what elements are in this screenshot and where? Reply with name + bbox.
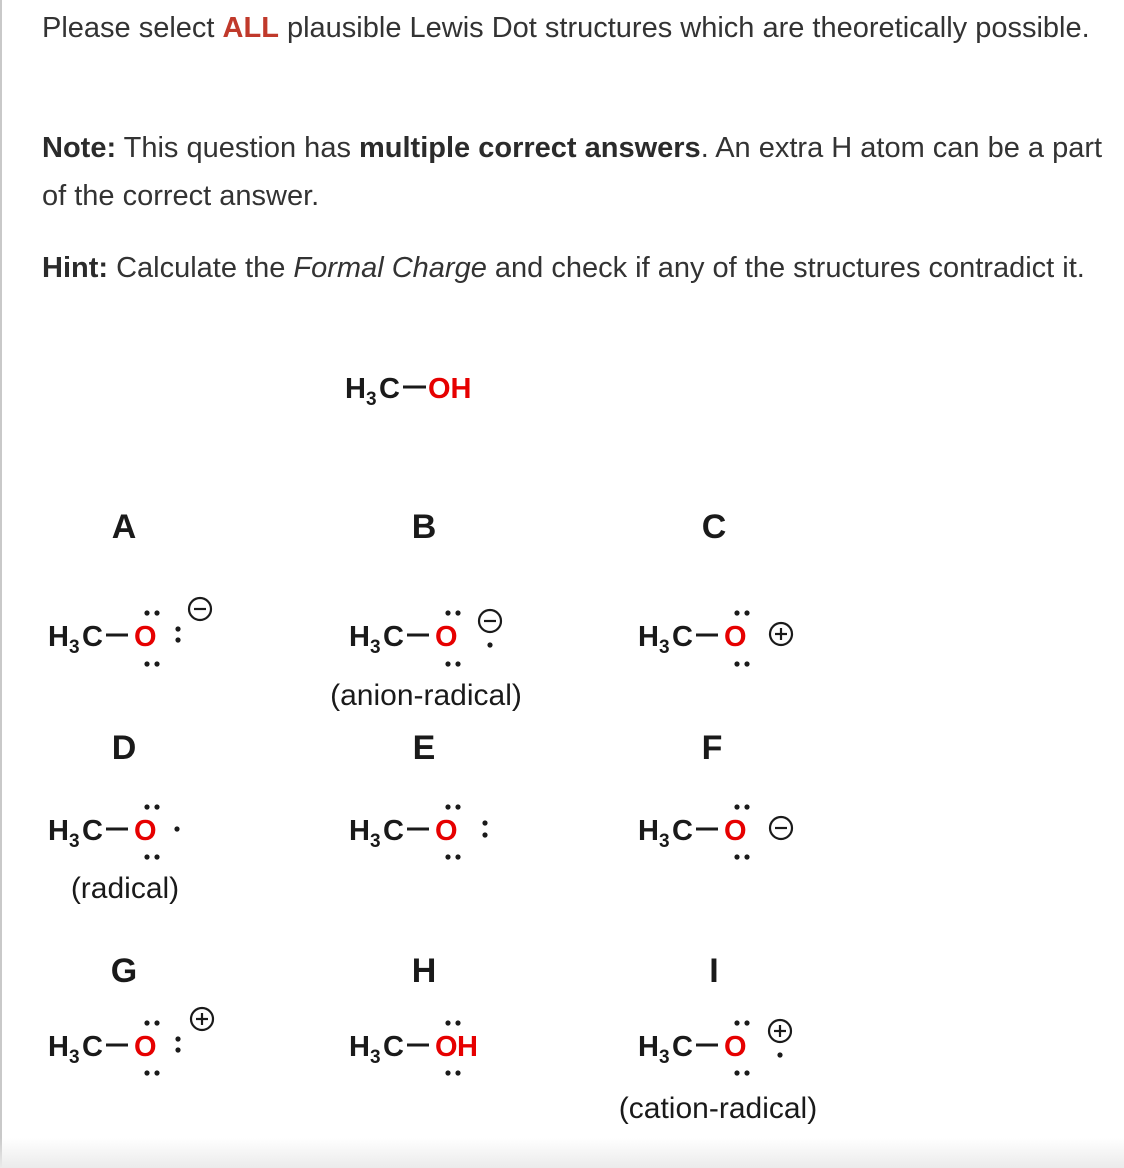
svg-text:C: C [82, 621, 103, 653]
svg-text:O: O [435, 815, 458, 847]
option-label-c: C [701, 508, 727, 546]
structure-f [638, 804, 792, 859]
formal-charge-emphasis: Formal Charge [293, 252, 487, 284]
structure-a [48, 598, 211, 667]
svg-text:3: 3 [69, 831, 80, 852]
all-emphasis: ALL [222, 12, 279, 44]
structure-h [349, 1020, 478, 1075]
negative-charge-icon [189, 598, 211, 620]
structure-i [638, 1020, 791, 1076]
positive-charge-icon [769, 1020, 791, 1042]
svg-text:H: H [638, 1031, 659, 1063]
caption-b: (anion-radical) [330, 679, 522, 712]
svg-text:H: H [48, 621, 69, 653]
svg-text:3: 3 [69, 637, 80, 658]
option-label-f: F [701, 729, 723, 767]
svg-text:3: 3 [659, 831, 670, 852]
caption-d: (radical) [70, 872, 180, 905]
svg-text:H: H [48, 815, 69, 847]
caption-i: (cation-radical) [618, 1092, 818, 1125]
svg-text:O: O [724, 621, 747, 653]
option-a[interactable] [48, 508, 211, 667]
svg-text:H: H [638, 815, 659, 847]
reference-molecule [345, 373, 472, 410]
structure-g [48, 1008, 213, 1076]
note-text: Note: This question has multiple correct answers. An extra H atom can be a part of the correct answer. [42, 132, 1103, 212]
svg-text:C: C [672, 815, 693, 847]
bottom-shadow [0, 1138, 1124, 1168]
svg-text:OH: OH [428, 373, 472, 405]
option-label-i: I [709, 952, 719, 990]
svg-text:3: 3 [370, 637, 381, 658]
option-i[interactable] [619, 952, 817, 1125]
positive-charge-icon [191, 1008, 213, 1030]
svg-text:H: H [638, 621, 659, 653]
note-label: Note: [42, 132, 117, 164]
option-b[interactable] [330, 508, 522, 712]
svg-text:O: O [134, 1031, 157, 1063]
structure-e [349, 804, 488, 859]
svg-text:H: H [349, 815, 370, 847]
option-e[interactable] [349, 729, 488, 860]
svg-text:C: C [672, 1031, 693, 1063]
svg-text:O: O [724, 815, 747, 847]
hint-text: Hint: Calculate the Formal Charge and check if any of the structures contradict it. [42, 252, 1085, 284]
structure-c [638, 610, 792, 666]
option-c[interactable] [638, 508, 792, 667]
svg-text:C: C [672, 621, 693, 653]
option-label-g: G [110, 952, 138, 990]
negative-charge-icon [479, 610, 501, 632]
option-h[interactable] [349, 952, 478, 1076]
positive-charge-icon [770, 623, 792, 645]
svg-text:C: C [379, 373, 400, 405]
svg-text:3: 3 [370, 1047, 381, 1068]
svg-text:C: C [82, 815, 103, 847]
structure-b [349, 610, 501, 667]
hint-label: Hint: [42, 252, 109, 284]
svg-text:C: C [383, 621, 404, 653]
svg-text:H: H [349, 621, 370, 653]
svg-text:O: O [435, 1031, 458, 1063]
option-d[interactable] [48, 729, 180, 905]
svg-text:H: H [349, 1031, 370, 1063]
svg-text:3: 3 [370, 831, 381, 852]
svg-text:O: O [134, 815, 157, 847]
multiple-answers-emphasis: multiple correct answers [359, 132, 701, 164]
question-text: Please select ALL plausible Lewis Dot structures which are theoretically possible. [42, 12, 1090, 44]
svg-text:3: 3 [659, 637, 670, 658]
svg-text:3: 3 [659, 1047, 670, 1068]
option-label-e: E [412, 729, 436, 767]
svg-text:C: C [383, 815, 404, 847]
svg-text:C: C [383, 1031, 404, 1063]
svg-text:O: O [724, 1031, 747, 1063]
svg-text:C: C [82, 1031, 103, 1063]
option-label-b: B [411, 508, 437, 546]
option-label-a: A [111, 508, 137, 546]
svg-text:H: H [345, 373, 366, 405]
structure-d [48, 804, 180, 859]
svg-text:3: 3 [69, 1047, 80, 1068]
option-label-d: D [111, 729, 137, 767]
option-g[interactable] [48, 952, 213, 1076]
svg-text:O: O [134, 621, 157, 653]
negative-charge-icon [770, 817, 792, 839]
svg-text:3: 3 [366, 389, 377, 410]
option-label-h: H [411, 952, 437, 990]
option-f[interactable] [638, 729, 792, 860]
svg-text:H: H [48, 1031, 69, 1063]
svg-text:H: H [457, 1031, 478, 1063]
svg-text:O: O [435, 621, 458, 653]
